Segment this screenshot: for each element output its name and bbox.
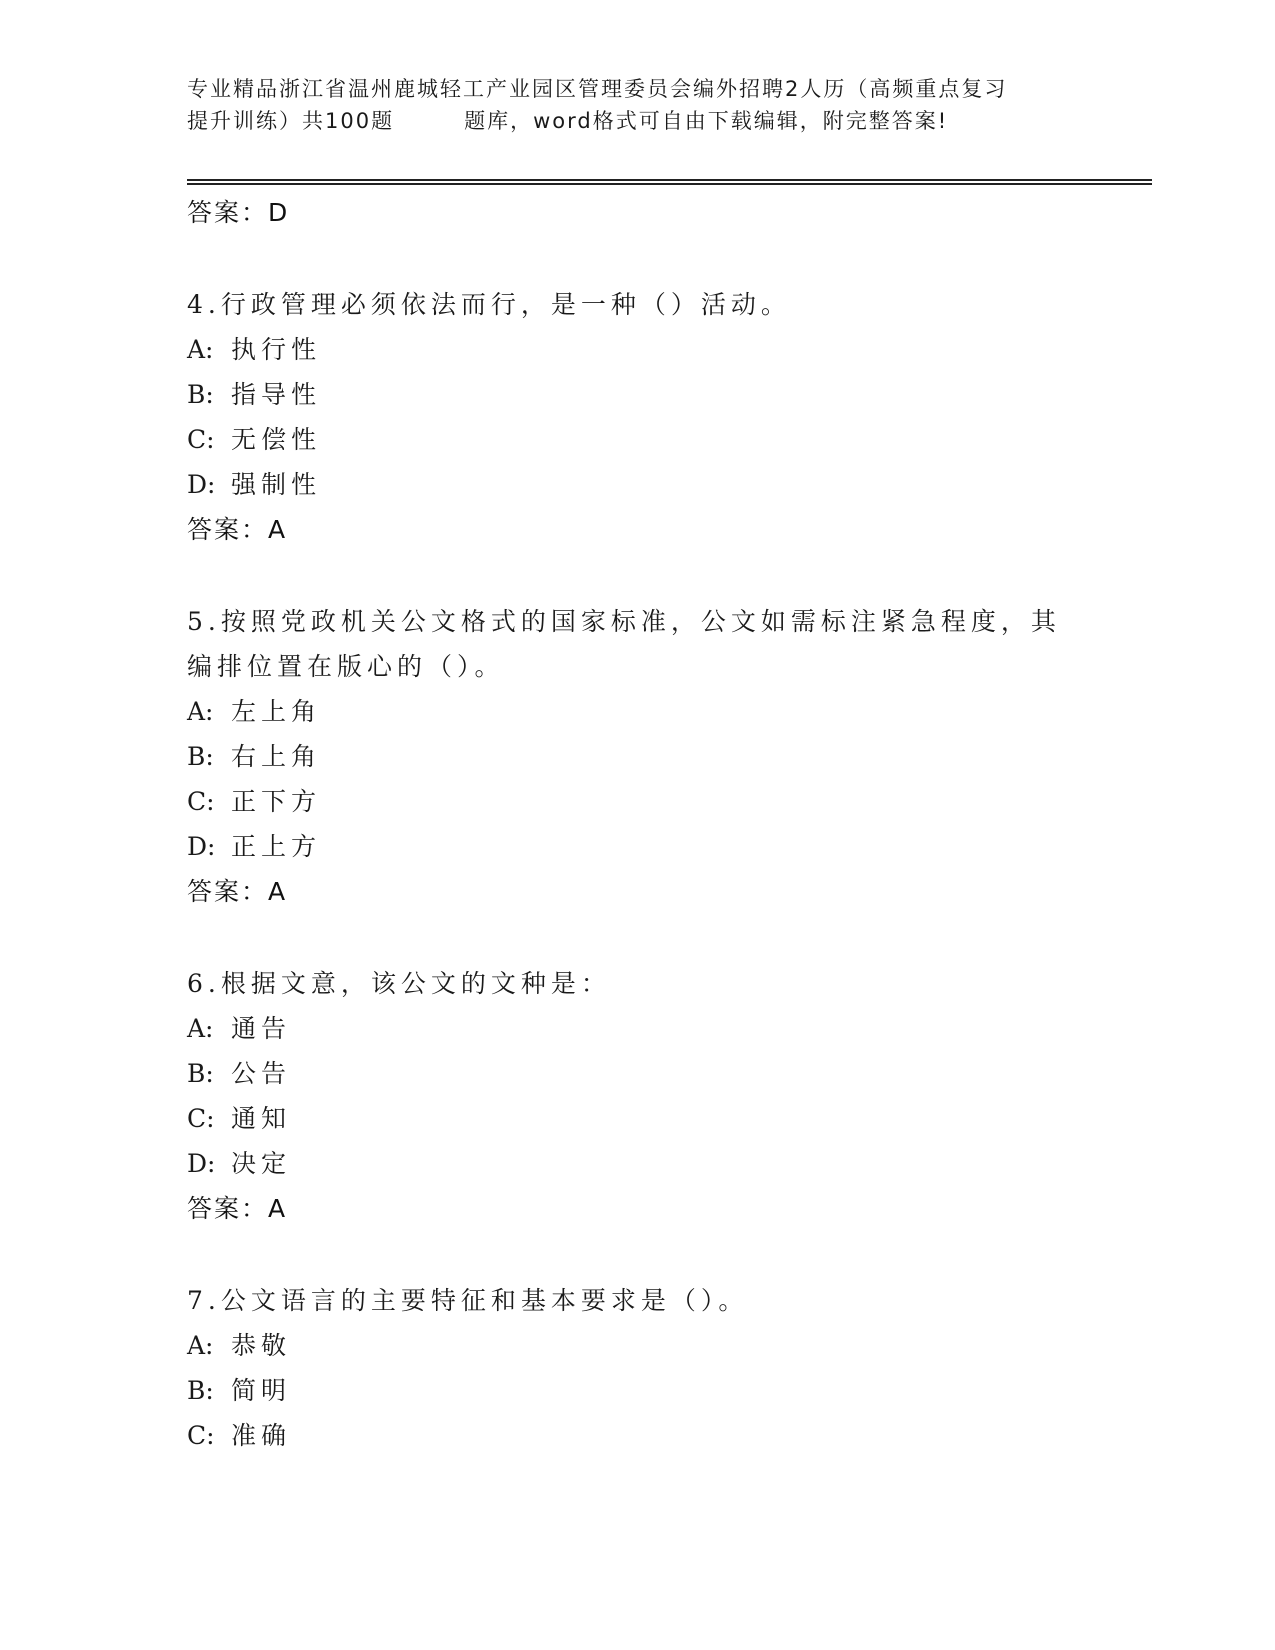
option-letter: A: xyxy=(187,1014,214,1043)
header-line-2-right: 题库，word格式可自由下载编辑，附完整答案! xyxy=(464,109,949,133)
option-text: 准确 xyxy=(231,1421,292,1450)
answer-line: 答案：A xyxy=(187,1194,288,1223)
option-c xyxy=(187,417,1087,462)
question-item xyxy=(187,282,1087,552)
option-c xyxy=(187,1413,1087,1458)
option-text: 正下方 xyxy=(231,787,322,816)
option-letter: C: xyxy=(187,1421,215,1450)
option-text: 右上角 xyxy=(231,742,322,771)
header-line-2-left: 提升训练）共100题 xyxy=(187,109,395,133)
option-a xyxy=(187,689,1087,734)
option-c xyxy=(187,779,1087,824)
option-letter: B: xyxy=(187,380,214,409)
question-list xyxy=(187,190,1087,1458)
option-text: 简明 xyxy=(231,1376,292,1405)
option-b xyxy=(187,372,1087,417)
question-text: 4.行政管理必须依法而行，是一种（）活动。 xyxy=(187,290,791,319)
header-divider-top xyxy=(187,179,1152,181)
option-letter: A: xyxy=(187,335,214,364)
option-text: 决定 xyxy=(231,1149,292,1178)
answer-line: 答案：A xyxy=(187,515,288,544)
option-a xyxy=(187,1323,1087,1368)
question-text: 7.公文语言的主要特征和基本要求是（）。 xyxy=(187,1286,749,1315)
option-letter: A: xyxy=(187,1331,214,1360)
option-text: 恭敬 xyxy=(231,1331,292,1360)
option-text: 正上方 xyxy=(231,832,322,861)
option-d xyxy=(187,824,1087,869)
header-line-2 xyxy=(187,105,1087,137)
answer-line: 答案：A xyxy=(187,877,288,906)
question-text: 5.按照党政机关公文格式的国家标准，公文如需标注紧急程度，其编排位置在版心的（）。 xyxy=(187,607,1061,681)
option-letter: B: xyxy=(187,1059,214,1088)
question-item xyxy=(187,1278,1087,1458)
option-letter: B: xyxy=(187,1376,214,1405)
option-b xyxy=(187,734,1087,779)
option-a xyxy=(187,327,1087,372)
question-item xyxy=(187,961,1087,1231)
option-d xyxy=(187,1141,1087,1186)
option-letter: D: xyxy=(187,832,216,861)
option-text: 无偿性 xyxy=(231,425,322,454)
option-letter: A: xyxy=(187,697,214,726)
option-text: 指导性 xyxy=(231,380,322,409)
option-text: 公告 xyxy=(231,1059,292,1088)
option-d xyxy=(187,462,1087,507)
option-b xyxy=(187,1051,1087,1096)
question-item xyxy=(187,599,1087,914)
page-header xyxy=(187,73,1087,137)
option-text: 通告 xyxy=(231,1014,292,1043)
option-text: 执行性 xyxy=(231,335,322,364)
question-text: 6.根据文意，该公文的文种是： xyxy=(187,969,611,998)
option-text: 通知 xyxy=(231,1104,292,1133)
option-text: 左上角 xyxy=(231,697,322,726)
option-c xyxy=(187,1096,1087,1141)
option-letter: D: xyxy=(187,470,216,499)
answer-line: 答案：D xyxy=(187,198,290,227)
option-letter: D: xyxy=(187,1149,216,1178)
option-text: 强制性 xyxy=(231,470,322,499)
option-letter: C: xyxy=(187,425,215,454)
option-letter: B: xyxy=(187,742,214,771)
header-line-1: 专业精品浙江省温州鹿城轻工产业园区管理委员会编外招聘2人历（高频重点复习 xyxy=(187,77,1008,101)
option-letter: C: xyxy=(187,1104,215,1133)
option-b xyxy=(187,1368,1087,1413)
option-letter: C: xyxy=(187,787,215,816)
header-divider-bottom xyxy=(187,183,1152,185)
option-a xyxy=(187,1006,1087,1051)
